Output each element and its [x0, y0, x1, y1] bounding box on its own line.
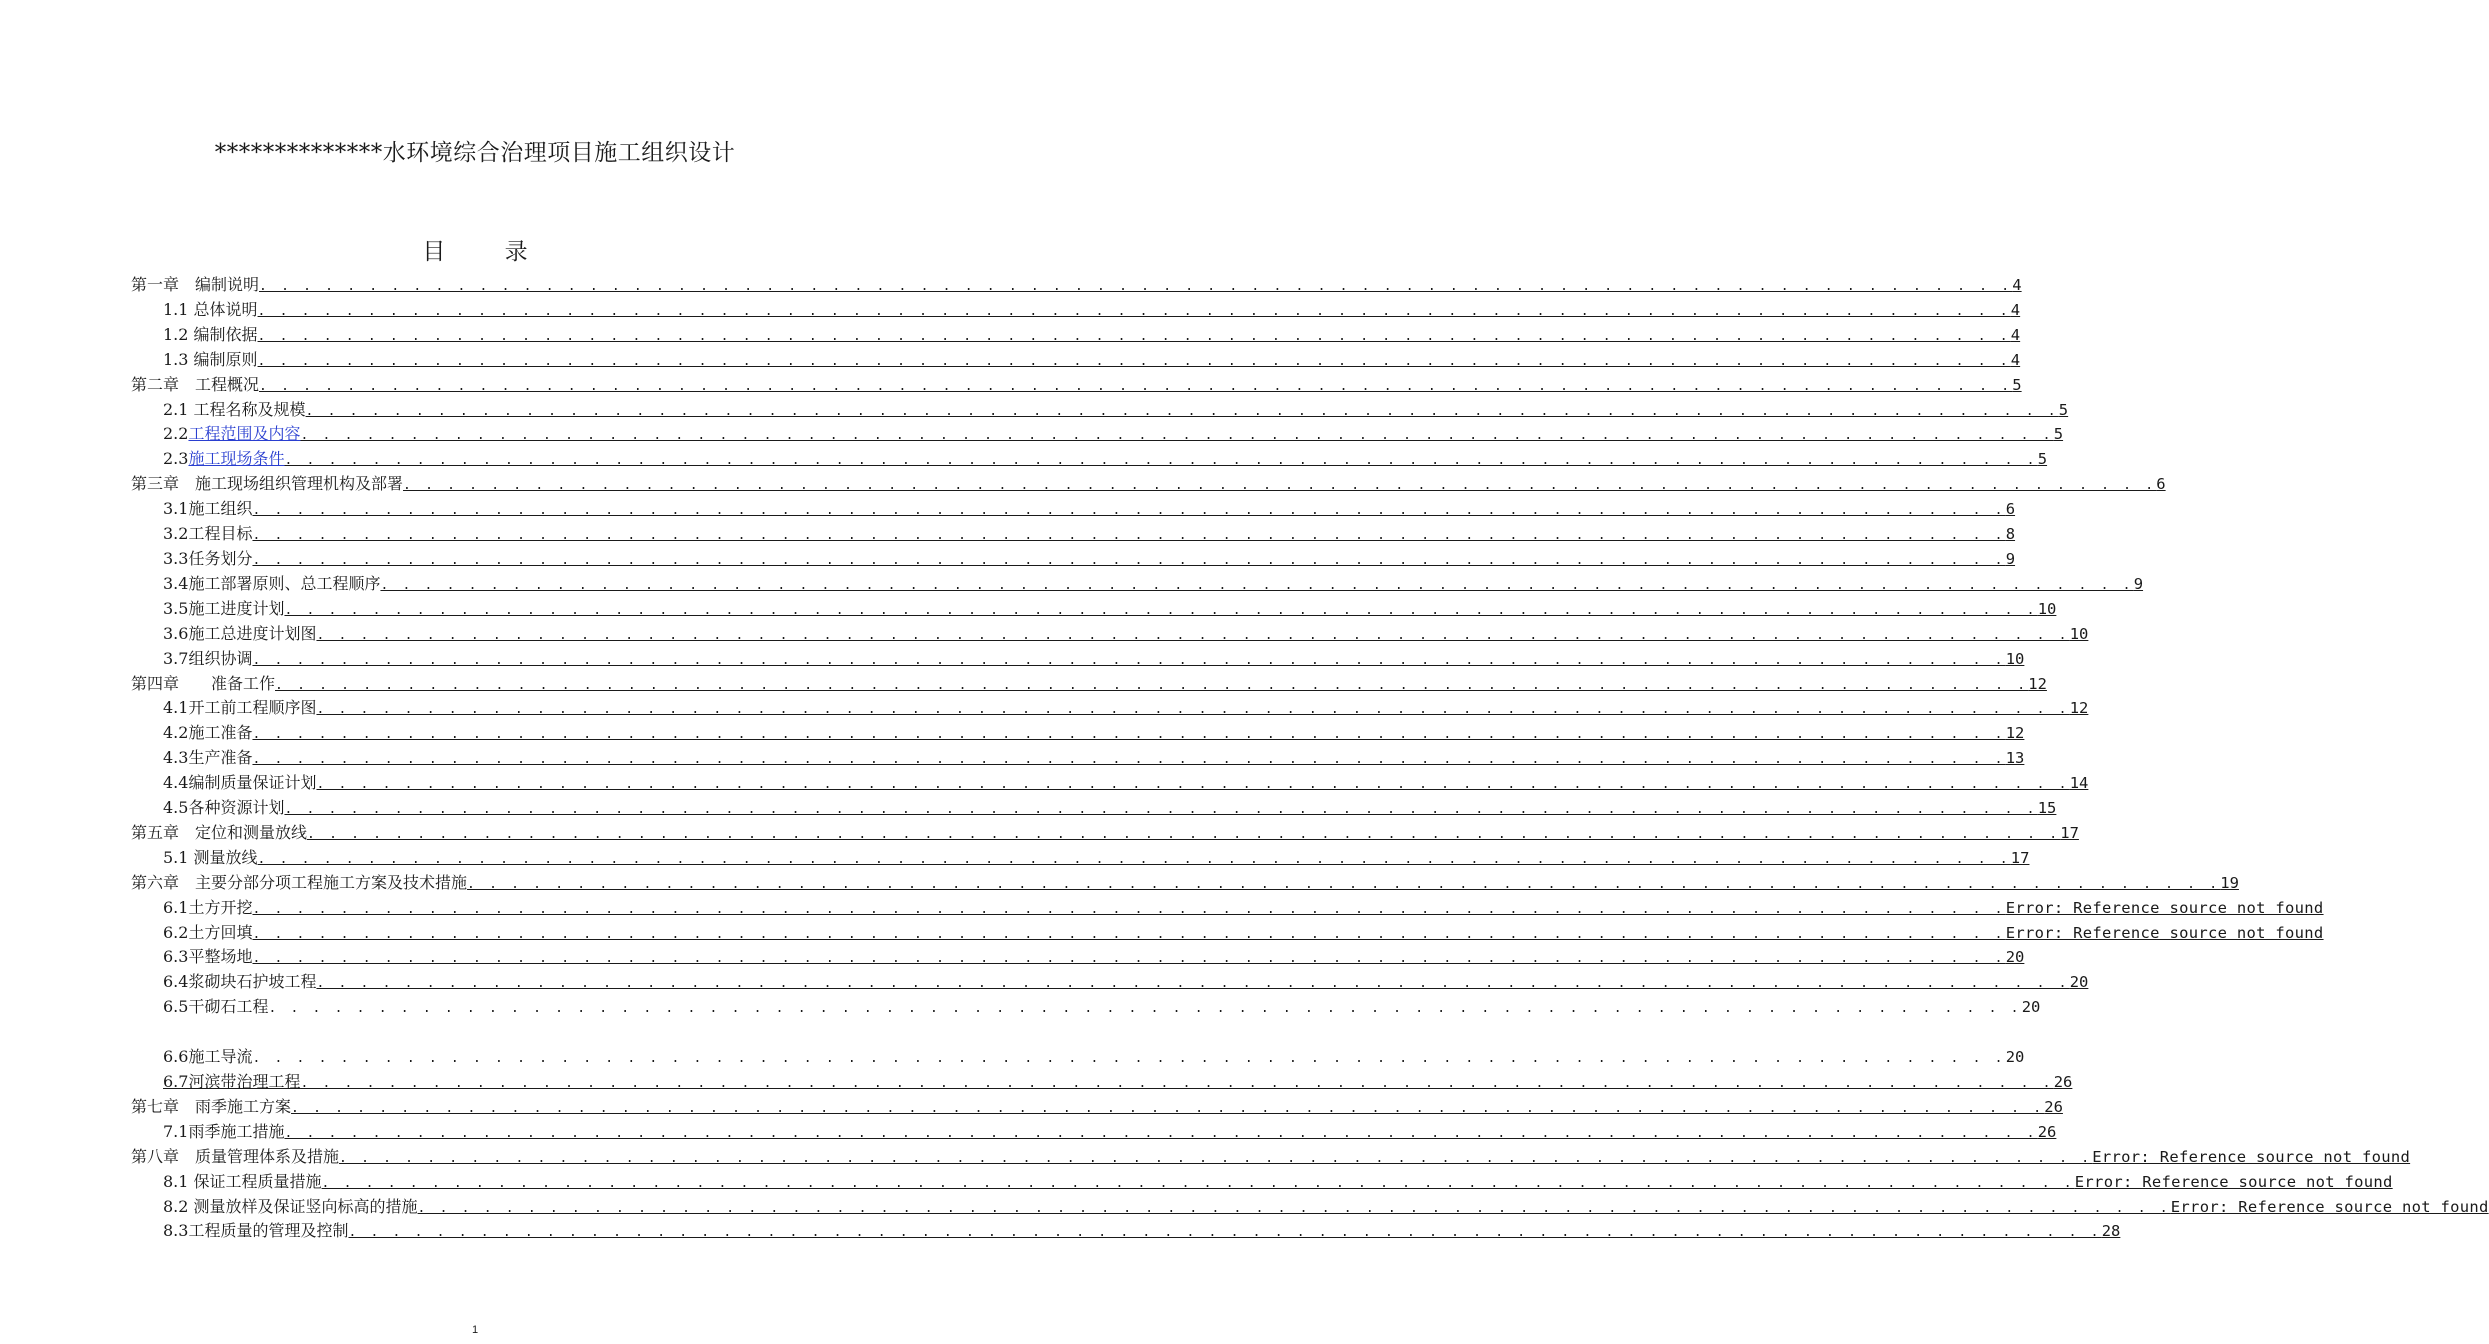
toc-dot-leader: . . . . . . . . . . . . . . . . . . . . . . . . . . . . . . . . . . . . . . . . . . . . . . . . . . . . . . . . . . . . . . . . . . . . . . . . . . . . . . . . — [284, 802, 2038, 818]
toc-entry-page: 20 — [2005, 1048, 2025, 1067]
toc-entry[interactable] — [131, 1144, 2411, 1169]
toc-dot-leader: . . . . . . . . . . . . . . . . . . . . . . . . . . . . . . . . . . . . . . . . . . . . . . . . . . . . . . . . . . . . . . . . . . . . . . . . . . . . . . . . — [321, 1175, 2075, 1191]
toc-entry[interactable] — [131, 546, 2016, 571]
toc-dot-leader: . . . . . . . . . . . . . . . . . . . . . . . . . . . . . . . . . . . . . . . . . . . . . . . . . . . . . . . . . . . . . . . . . . . . . . . . . . . . . . . . — [257, 353, 2011, 369]
toc-entry-page: 26 — [2044, 1097, 2063, 1116]
toc-dot-leader: . . . . . . . . . . . . . . . . . . . . . . . . . . . . . . . . . . . . . . . . . . . . . . . . . . . . . . . . . . . . . . . . . . . . . . . . . . . . . . . . — [268, 1001, 2022, 1017]
toc-entry-label: 4.2施工准备 — [163, 723, 253, 743]
toc-dot-leader: . . . . . . . . . . . . . . . . . . . . . . . . . . . . . . . . . . . . . . . . . . . . . . . . . . . . . . . . . . . . . . . . . . . . . . . . . . . . . . . . — [300, 428, 2054, 444]
toc-dot-leader: . . . . . . . . . . . . . . . . . . . . . . . . . . . . . . . . . . . . . . . . . . . . . . . . . . . . . . . . . . . . . . . . . . . . . . . . . . . . . . . . — [305, 403, 2059, 419]
toc-dot-leader: . . . . . . . . . . . . . . . . . . . . . . . . . . . . . . . . . . . . . . . . . . . . . . . . . . . . . . . . . . . . . . . . . . . . . . . . . . . . . . . . — [252, 528, 2006, 544]
toc-entry-number: 2.2 — [163, 424, 189, 444]
toc-dot-leader: . . . . . . . . . . . . . . . . . . . . . . . . . . . . . . . . . . . . . . . . . . . . . . . . . . . . . . . . . . . . . . . . . . . . . . . . . . . . . . . . — [252, 1051, 2006, 1067]
toc-entry-label: 6.7河滨带治理工程 — [163, 1071, 301, 1091]
toc-entry[interactable] — [131, 944, 2025, 969]
toc-entry-label: 2.1 工程名称及规模 — [163, 399, 306, 419]
toc-entry-page: 20 — [2069, 973, 2089, 992]
toc-entry[interactable] — [131, 421, 2064, 446]
toc-dot-leader: . . . . . . . . . . . . . . . . . . . . . . . . . . . . . . . . . . . . . . . . . . . . . . . . . . . . . . . . . . . . . . . . . . . . . . . . . . . . . . . . — [284, 1125, 2038, 1141]
toc-dot-leader: . . . . . . . . . . . . . . . . . . . . . . . . . . . . . . . . . . . . . . . . . . . . . . . . . . . . . . . . . . . . . . . . . . . . . . . . . . . . . . . . — [257, 851, 2011, 867]
toc-entry[interactable] — [131, 322, 2021, 347]
toc-entry-page: 26 — [2037, 1122, 2057, 1141]
toc-entry-label: 4.1开工前工程顺序图 — [163, 698, 317, 718]
toc-entry-label: 3.6施工总进度计划图 — [163, 623, 317, 643]
toc-dot-leader: . . . . . . . . . . . . . . . . . . . . . . . . . . . . . . . . . . . . . . . . . . . . . . . . . . . . . . . . . . . . . . . . . . . . . . . . . . . . . . . . — [275, 677, 2029, 693]
toc-entry-page: 5 — [2053, 425, 2064, 444]
toc-entry-page: 5 — [2037, 450, 2048, 469]
page-number: 1 — [471, 1324, 479, 1336]
toc-entry[interactable] — [131, 621, 2089, 646]
toc-entry[interactable] — [131, 397, 2069, 422]
toc-entry[interactable] — [131, 720, 2025, 745]
toc-entry-page: 28 — [2101, 1222, 2121, 1241]
toc-entry[interactable] — [131, 1119, 2057, 1144]
toc-dot-leader: . . . . . . . . . . . . . . . . . . . . . . . . . . . . . . . . . . . . . . . . . . . . . . . . . . . . . . . . . . . . . . . . . . . . . . . . . . . . . . . . — [417, 1200, 2171, 1216]
toc-entry-page: 20 — [2005, 948, 2025, 967]
toc-dot-leader: . . . . . . . . . . . . . . . . . . . . . . . . . . . . . . . . . . . . . . . . . . . . . . . . . . . . . . . . . . . . . . . . . . . . . . . . . . . . . . . . — [339, 1150, 2093, 1166]
toc-entry-label: 第八章 质量管理体系及措施 — [131, 1146, 340, 1166]
toc-dot-leader: . . . . . . . . . . . . . . . . . . . . . . . . . . . . . . . . . . . . . . . . . . . . . . . . . . . . . . . . . . . . . . . . . . . . . . . . . . . . . . . . — [291, 1100, 2045, 1116]
toc-entry-page: 10 — [2037, 599, 2057, 618]
toc-entry-link[interactable]: 工程范围及内容 — [188, 424, 301, 444]
toc-dot-leader: . . . . . . . . . . . . . . . . . . . . . . . . . . . . . . . . . . . . . . . . . . . . . . . . . . . . . . . . . . . . . . . . . . . . . . . . . . . . . . . . — [259, 378, 2013, 394]
toc-entry-label: 第一章 编制说明 — [131, 275, 260, 294]
toc-entry-page: 9 — [2133, 574, 2144, 593]
toc-entry[interactable] — [131, 1094, 2063, 1119]
toc-entry-label: 4.4编制质量保证计划 — [163, 773, 317, 793]
toc-entry-number: 2.3 — [163, 449, 189, 469]
toc-entry[interactable] — [131, 994, 2041, 1019]
toc-entry-page: 5 — [2012, 375, 2022, 394]
toc-dot-leader: . . . . . . . . . . . . . . . . . . . . . . . . . . . . . . . . . . . . . . . . . . . . . . . . . . . . . . . . . . . . . . . . . . . . . . . . . . . . . . . . — [316, 976, 2070, 992]
toc-entry[interactable] — [131, 845, 2030, 870]
toc-dot-leader: . . . . . . . . . . . . . . . . . . . . . . . . . . . . . . . . . . . . . . . . . . . . . . . . . . . . . . . . . . . . . . . . . . . . . . . . . . . . . . . . — [467, 876, 2221, 892]
toc-entry[interactable] — [131, 895, 2324, 920]
toc-entry-label: 3.7组织协调 — [163, 648, 253, 668]
toc-dot-leader: . . . . . . . . . . . . . . . . . . . . . . . . . . . . . . . . . . . . . . . . . . . . . . . . . . . . . . . . . . . . . . . . . . . . . . . . . . . . . . . . — [380, 577, 2134, 593]
toc-entry[interactable] — [131, 521, 2016, 546]
toc-entry-label: 3.1施工组织 — [163, 499, 253, 519]
toc-entry-page: 4 — [2010, 350, 2021, 369]
toc-dot-leader: . . . . . . . . . . . . . . . . . . . . . . . . . . . . . . . . . . . . . . . . . . . . . . . . . . . . . . . . . . . . . . . . . . . . . . . . . . . . . . . . — [316, 627, 2070, 643]
toc-entry[interactable] — [131, 1069, 2073, 1094]
toc-entry-link[interactable]: 施工现场条件 — [188, 449, 285, 469]
toc-entry-page: 13 — [2005, 749, 2025, 768]
toc-entry-label: 6.5干砌石工程 — [163, 997, 269, 1017]
toc-entry-label: 第四章 准备工作 — [131, 673, 276, 693]
toc-entry[interactable] — [131, 596, 2057, 621]
toc-entry-label: 第三章 施工现场组织管理机构及部署 — [131, 474, 404, 494]
toc-entry-page: 14 — [2069, 774, 2089, 793]
toc-dot-leader: . . . . . . . . . . . . . . . . . . . . . . . . . . . . . . . . . . . . . . . . . . . . . . . . . . . . . . . . . . . . . . . . . . . . . . . . . . . . . . . . — [403, 478, 2157, 494]
toc-heading: 目 录 — [422, 239, 554, 265]
toc-entry-page: 17 — [2060, 823, 2079, 842]
toc-dot-leader: . . . . . . . . . . . . . . . . . . . . . . . . . . . . . . . . . . . . . . . . . . . . . . . . . . . . . . . . . . . . . . . . . . . . . . . . . . . . . . . . — [300, 1075, 2054, 1091]
toc-entry-page: 6 — [2156, 475, 2166, 494]
toc-entry[interactable] — [131, 770, 2089, 795]
toc-entry-page: 10 — [2005, 649, 2025, 668]
toc-entry[interactable] — [131, 920, 2324, 945]
toc-entry-page: 20 — [2021, 998, 2041, 1017]
toc-entry-label: 7.1雨季施工措施 — [163, 1121, 285, 1141]
toc-entry-error: Error: Reference source not found — [2005, 923, 2324, 942]
toc-entry-label: 第七章 雨季施工方案 — [131, 1096, 292, 1116]
toc-entry-label: 3.4施工部署原则、总工程顺序 — [163, 573, 381, 593]
toc-dot-leader: . . . . . . . . . . . . . . . . . . . . . . . . . . . . . . . . . . . . . . . . . . . . . . . . . . . . . . . . . . . . . . . . . . . . . . . . . . . . . . . . — [252, 951, 2006, 967]
toc-entry-label: 6.1土方开挖 — [163, 897, 253, 917]
toc-dot-leader: . . . . . . . . . . . . . . . . . . . . . . . . . . . . . . . . . . . . . . . . . . . . . . . . . . . . . . . . . . . . . . . . . . . . . . . . . . . . . . . . — [252, 552, 2006, 568]
toc-entry-error: Error: Reference source not found — [2074, 1172, 2393, 1191]
toc-entry-label: 1.1 总体说明 — [163, 299, 258, 319]
toc-entry-label: 第二章 工程概况 — [131, 374, 260, 394]
toc-entry[interactable] — [131, 646, 2025, 671]
toc-entry[interactable] — [131, 496, 2016, 521]
toc-entry-error: Error: Reference source not found — [2170, 1197, 2489, 1216]
toc-dot-leader: . . . . . . . . . . . . . . . . . . . . . . . . . . . . . . . . . . . . . . . . . . . . . . . . . . . . . . . . . . . . . . . . . . . . . . . . . . . . . . . . — [316, 702, 2070, 718]
toc-dot-leader: . . . . . . . . . . . . . . . . . . . . . . . . . . . . . . . . . . . . . . . . . . . . . . . . . . . . . . . . . . . . . . . . . . . . . . . . . . . . . . . . — [257, 303, 2011, 319]
toc-dot-leader: . . . . . . . . . . . . . . . . . . . . . . . . . . . . . . . . . . . . . . . . . . . . . . . . . . . . . . . . . . . . . . . . . . . . . . . . . . . . . . . . — [252, 752, 2006, 768]
toc-entry[interactable] — [131, 969, 2089, 994]
toc-entry[interactable] — [131, 695, 2089, 720]
toc-entry[interactable] — [131, 671, 2047, 696]
toc-entry-error: Error: Reference source not found — [2092, 1147, 2411, 1166]
table-of-contents — [131, 272, 2489, 1243]
toc-dot-leader: . . . . . . . . . . . . . . . . . . . . . . . . . . . . . . . . . . . . . . . . . . . . . . . . . . . . . . . . . . . . . . . . . . . . . . . . . . . . . . . . — [252, 901, 2006, 917]
document-title: **************水环境综合治理项目施工组织设计 — [214, 140, 736, 166]
toc-entry[interactable] — [131, 571, 2144, 596]
toc-entry-page: 15 — [2037, 799, 2057, 818]
toc-entry[interactable] — [131, 272, 2022, 297]
toc-entry-label: 1.3 编制原则 — [163, 349, 258, 369]
toc-entry-page: 5 — [2058, 400, 2069, 419]
toc-dot-leader: . . . . . . . . . . . . . . . . . . . . . . . . . . . . . . . . . . . . . . . . . . . . . . . . . . . . . . . . . . . . . . . . . . . . . . . . . . . . . . . . — [348, 1225, 2102, 1241]
toc-entry-label: 8.1 保证工程质量措施 — [163, 1171, 322, 1191]
toc-entry-page: 12 — [2069, 699, 2089, 718]
toc-entry-page: 6 — [2005, 500, 2016, 519]
toc-entry[interactable] — [131, 1218, 2121, 1243]
toc-entry[interactable] — [131, 446, 2048, 471]
toc-entry-label — [163, 421, 300, 444]
toc-entry-label: 6.4浆砌块石护坡工程 — [163, 972, 317, 992]
toc-dot-leader: . . . . . . . . . . . . . . . . . . . . . . . . . . . . . . . . . . . . . . . . . . . . . . . . . . . . . . . . . . . . . . . . . . . . . . . . . . . . . . . . — [316, 777, 2070, 793]
toc-entry-label: 3.5施工进度计划 — [163, 598, 285, 618]
toc-entry-page: 19 — [2220, 873, 2239, 892]
toc-entry[interactable] — [131, 297, 2021, 322]
toc-dot-leader: . . . . . . . . . . . . . . . . . . . . . . . . . . . . . . . . . . . . . . . . . . . . . . . . . . . . . . . . . . . . . . . . . . . . . . . . . . . . . . . . — [259, 279, 2013, 294]
toc-entry-label: 5.1 测量放线 — [163, 847, 258, 867]
toc-entry-label: 第六章 主要分部分项工程施工方案及技术措施 — [131, 872, 468, 892]
toc-entry[interactable] — [131, 745, 2025, 770]
toc-entry-label: 3.2工程目标 — [163, 524, 253, 544]
toc-entry-label: 第五章 定位和测量放线 — [131, 822, 308, 842]
toc-entry[interactable] — [131, 347, 2021, 372]
toc-entry-label: 4.5各种资源计划 — [163, 798, 285, 818]
toc-dot-leader: . . . . . . . . . . . . . . . . . . . . . . . . . . . . . . . . . . . . . . . . . . . . . . . . . . . . . . . . . . . . . . . . . . . . . . . . . . . . . . . . — [284, 453, 2038, 469]
toc-dot-leader: . . . . . . . . . . . . . . . . . . . . . . . . . . . . . . . . . . . . . . . . . . . . . . . . . . . . . . . . . . . . . . . . . . . . . . . . . . . . . . . . — [257, 328, 2011, 344]
toc-dot-leader: . . . . . . . . . . . . . . . . . . . . . . . . . . . . . . . . . . . . . . . . . . . . . . . . . . . . . . . . . . . . . . . . . . . . . . . . . . . . . . . . — [252, 926, 2006, 942]
toc-entry-label: 8.3工程质量的管理及控制 — [163, 1221, 349, 1241]
toc-entry-page: 26 — [2053, 1072, 2073, 1091]
toc-entry[interactable] — [131, 1044, 2025, 1069]
toc-entry[interactable] — [131, 795, 2057, 820]
toc-entry-error: Error: Reference source not found — [2005, 898, 2324, 917]
toc-entry-page: 9 — [2005, 549, 2016, 568]
toc-dot-leader: . . . . . . . . . . . . . . . . . . . . . . . . . . . . . . . . . . . . . . . . . . . . . . . . . . . . . . . . . . . . . . . . . . . . . . . . . . . . . . . . — [252, 652, 2006, 668]
toc-entry[interactable] — [131, 1169, 2393, 1194]
toc-dot-leader: . . . . . . . . . . . . . . . . . . . . . . . . . . . . . . . . . . . . . . . . . . . . . . . . . . . . . . . . . . . . . . . . . . . . . . . . . . . . . . . . — [307, 826, 2061, 842]
toc-entry[interactable] — [131, 870, 2239, 895]
toc-entry-page: 10 — [2069, 624, 2089, 643]
toc-entry[interactable] — [131, 372, 2022, 397]
toc-entry-label: 4.3生产准备 — [163, 748, 253, 768]
toc-entry-page: 4 — [2010, 300, 2021, 319]
toc-entry-page: 12 — [2005, 724, 2025, 743]
toc-entry-page: 12 — [2028, 674, 2047, 693]
toc-dot-leader: . . . . . . . . . . . . . . . . . . . . . . . . . . . . . . . . . . . . . . . . . . . . . . . . . . . . . . . . . . . . . . . . . . . . . . . . . . . . . . . . — [252, 503, 2006, 519]
toc-entry-label — [163, 446, 284, 469]
toc-entry-page: 8 — [2005, 525, 2016, 544]
toc-entry-label: 6.3平整场地 — [163, 947, 253, 967]
toc-entry[interactable] — [131, 1194, 2489, 1219]
toc-entry[interactable] — [131, 471, 2166, 496]
toc-entry-page: 17 — [2010, 848, 2030, 867]
toc-entry[interactable] — [131, 820, 2079, 845]
toc-entry-label: 6.6施工导流 — [163, 1047, 253, 1067]
toc-dot-leader: . . . . . . . . . . . . . . . . . . . . . . . . . . . . . . . . . . . . . . . . . . . . . . . . . . . . . . . . . . . . . . . . . . . . . . . . . . . . . . . . — [284, 602, 2038, 618]
toc-entry-label: 6.2土方回填 — [163, 922, 253, 942]
toc-entry-label: 3.3任务划分 — [163, 548, 253, 568]
toc-entry-page: 4 — [2010, 325, 2021, 344]
toc-entry-page: 4 — [2012, 276, 2022, 294]
toc-dot-leader: . . . . . . . . . . . . . . . . . . . . . . . . . . . . . . . . . . . . . . . . . . . . . . . . . . . . . . . . . . . . . . . . . . . . . . . . . . . . . . . . — [252, 727, 2006, 743]
toc-entry-label: 1.2 编制依据 — [163, 324, 258, 344]
toc-entry-label: 8.2 测量放样及保证竖向标高的措施 — [163, 1196, 418, 1216]
